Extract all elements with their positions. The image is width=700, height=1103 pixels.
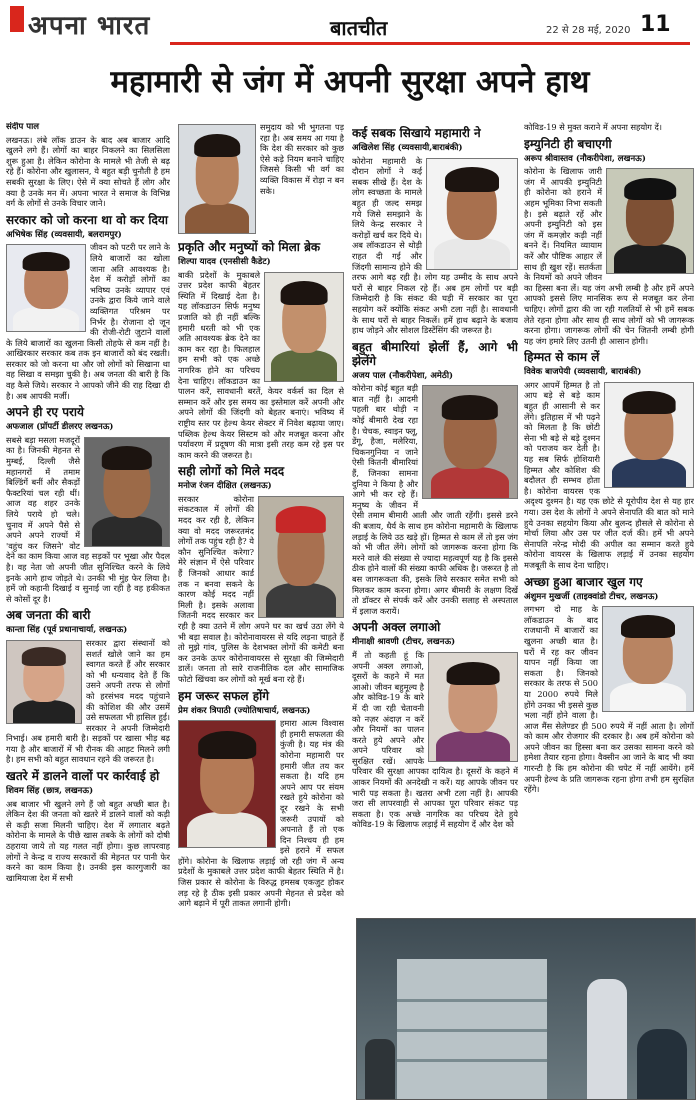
column-2 bbox=[178, 122, 344, 1097]
section-byline: कान्ता सिंह (पूर्व प्रधानाचार्या, लखनऊ) bbox=[6, 625, 128, 636]
masthead-mark bbox=[10, 6, 24, 32]
section-byline: शिल्पा यादव (एनसीसी कैडेट) bbox=[178, 257, 271, 267]
section-byline: विवेक बाजपेयी (व्यवसायी, बाराबंकी) bbox=[524, 367, 642, 378]
section-byline: प्रेम शंकर त्रिपाठी (ज्योतिषाचार्य, लखनऊ) bbox=[178, 705, 311, 716]
section-heading: इम्युनिटी ही बचाएगी bbox=[524, 136, 612, 151]
person-photo bbox=[428, 652, 518, 762]
section-text: कोरोना महामारी के दौरान लोगों ने कई सबक सीखे हैं। देश के लोग स्वच्छता के मामले बहुत ही जल्द समझ गये जिसे समझाने के लिये केन्द्र सरकार ने करोड़ों खर्च कर दिये थे। अब लॉकडाउन से थोड़ी राहत दी गई और जिंदगी सामान्य होने की तरफ आगे बढ़ रही है। लोग यह उम्मीद के साथ अपने घरों से बाहर निकल रहे हैं। अब हम लोगों पर बड़ी जिम्मेदारी है कि संकट की घड़ी में सरकार का पूरा सहयोग करें क्योंकि संकट अभी टला नहीं है। सावधानी के साथ घरों से बाहर निकलें। हमें हाथ बढ़ाने के बजाय हाथ जोड़ने और सोशल डिस्टेंसिंग की जरूरत है। bbox=[352, 155, 518, 336]
column-3 bbox=[352, 122, 518, 912]
page-number: 11 bbox=[640, 12, 671, 37]
section-text: समुदाय को भी भुगतना पड़ रहा है। अब समय आ गया है कि देश की सरकार को कुछ ऐसे कड़े नियम बनाने चाहिए जिससे किसी भी वर्ग का व्यक्ति विकास में रोड़ा न बन सके। bbox=[260, 122, 344, 196]
issue-date: 22 से 28 मई, 2020 bbox=[546, 25, 631, 36]
section-text: कोविड-19 से मुक्त कराने में अपना सहयोग दें। bbox=[524, 122, 662, 132]
section-text: अब बाजार भी खुलने लगे हैं जो बहुत अच्छी बात है। लेकिन देश की जनता को खतरे में डालने वालों को कड़ी से कड़ी सजा मिलनी चाहिए। देश में लगातार बढ़ते कोरोना के मामले के पीछे खास तबके के लोगों को दोषी ठहराया जाये तो यह गलत नहीं होगा। कुछ लापरवाह लोगों ने केन्द्र व राज्य सरकारों की मेहनत पर पानी फेर करने का काम किया है। उनकी इस कारगुजारी का खामियाजा देश में सभी bbox=[6, 798, 170, 883]
section-text: कोरोना के खिलाफ जारी जंग में आपकी इम्युनिटी ही कोरोना को हराने में अहम भूमिका निभा सकती है। इसे बढ़ाते रहें और अपनी इम्युनिटी को इस जंग में कमज़ोर कड़ी नहीं बनने दें। नियमित व्यायाम करें और पौष्टिक आहार लें साथ ही खुश रहें। सतर्कता के नियमों को अपने जीवन का हिस्सा बना लें। यह जंग अभी लम्बी है और हमें अपने आपको इससे लिए मानसिक रूप से मजबूत कर लेना चाहिए। लोगों द्वारा की जा रही गलतियों से भी हमें सबक लेते रहना होगा और साथ ही साथ लोगों को भी जागरूक करना होगा। जागरूक लोगों की चेन जितनी लम्बी होगी यह जंग हमारे लिए उतनी ही आसान होगी। bbox=[524, 166, 694, 346]
section-text: जीवन को पटरी पर लाने के लिये बाजारों का खोला जाना अति आवश्यक है। देश में करोड़ों लोगों का भविष्य उनके व्यापार एवं उनके द्वारा किये जाने वाले व्यक्तिगत परिश्रम पर निर्भर है। रोजाना दो जून की रोजी-रोटी जुटाने वालों के लिये बाजारों का खुलना किसी तोहफे से कम नहीं है। आखिरकार सरकार कब तक इन बाजारों को बंद रखती। सरकार को जो करना था और जो लोगों को सिखाना था वह सिखा व समझा चुकी है। अब जनता की बारी है कि वह कैसे जिये। सरकार ने आपको जीने की राह दिखा दी है। अब आपकी मर्जी। bbox=[6, 242, 170, 401]
customer-figure bbox=[365, 1039, 395, 1099]
section-heading: खतरे में डालने वालों पर कार्रवाई हो bbox=[6, 769, 160, 784]
person-photo bbox=[606, 168, 694, 274]
person-photo bbox=[258, 496, 344, 618]
section-byline: अभिषेक सिंह (व्यवसायी, बलरामपुर) bbox=[6, 229, 122, 240]
person-photo bbox=[264, 272, 344, 382]
section-heading: कई सबक सिखाये महामारी ने bbox=[352, 126, 481, 140]
section-heading: सही लोगों को मिले मदद bbox=[178, 464, 285, 479]
person-photo bbox=[422, 385, 518, 499]
person-photo bbox=[6, 244, 86, 332]
section-text: सरकार कोरोना संकटकाल में लोगों की मदद कर रही है, लेकिन क्या वो मदद जरूरतमंद लोगों तक पहुंच रही है? ये कौन सुनिश्चित करेगा? मेरे संज्ञान में ऐसे परिवार हैं जिनको आधार कार्ड तक न बनवा सकने के कारण कोई मदद नहीं मिली है। इसके अलावा जितनी मदद सरकार कर रही है क्या उतने में लोग अपने घर का खर्च उठा लेंगे ये भी बड़ा सवाल है। कोरोनावायरस से यदि लड़ना चाहते हैं तो मुझे गांव, पुलिस के देशभक्त लोगों की कमेटी बना कर उनके ऊपर कोरोनावायरस से सुरक्षा की जिम्मेदारी डालें। जनता तो सारे राजनीतिक दल और सामाजिक फोटो खिंचवा कर लोगों को मूर्ख बना रहे हैं। bbox=[178, 493, 344, 684]
section-byline: शिवम सिंह (छात्र, लखनऊ) bbox=[6, 786, 94, 797]
section-heading: अच्छा हुआ बाजार खुल गए bbox=[524, 574, 643, 589]
section-text: कोरोना कोई बहुत बड़ी बात नहीं है। आदमी पहली बार थोड़ी न कोई बीमारी देख रहा है। चेचक, स्वाइन फ्लू, डेंगू, हैजा, मलेरिया, चिकनगुनिया न जाने ऐसी कितनी बीमारियां हैं, जिनका सामना दुनिया ने किया है और आगे भी कर रहे हैं। मनुष्य के जीवन में ऐसी तमाम बीमारी आती और जाती रहेंगी। इससे डरने की बजाय, धैर्य के साथ हम कोरोना महामारी के खिलाफ लड़ाई के लिये उठ खड़े हों। हिम्मत से काम लें तो इस जंग को भी जीत लेंगे। लोगों को जागरूक करना होगा कि मरने वाले की संख्या से ज्यादा महत्वपूर्ण यह है कि इससे ठीक होने वालों की संख्या काफी अधिक है। जरूरत है तो बस जागरूकता की, इसके लिये सरकार समेत सभी को मिलकर काम करना होगा। अगर बीमारी के लक्षण दिखें तो डॉक्टर से संपर्क करें और उनकी सलाह से अस्पताल में इलाज करायें। bbox=[352, 383, 518, 616]
scooter bbox=[637, 1029, 687, 1099]
section-byline: अफजाल (प्रॉपर्टी डीलरए लखनऊ) bbox=[6, 422, 114, 433]
header-rule bbox=[170, 42, 690, 45]
section-heading: हिम्मत से काम लें bbox=[524, 350, 600, 365]
column-4 bbox=[524, 122, 694, 912]
section-byline: अखिलेश सिंह (व्यवसायी,बाराबंकी) bbox=[352, 143, 463, 153]
section-byline: अंशुमन मुखर्जी (ताइक्वांडो टीचर, लखनऊ) bbox=[524, 591, 659, 602]
person-photo bbox=[602, 606, 694, 712]
section-heading: अपनी अक्ल लगाओ bbox=[352, 620, 441, 635]
person-photo bbox=[84, 437, 170, 547]
reporter-byline: संदीप पाल bbox=[6, 122, 40, 132]
section-heading: अपने ही रए पराये bbox=[6, 405, 84, 420]
section-text: हमारा आत्म विश्वास ही हमारी सफलता की कुंजी है। यह मंत्र की कोरोना महामारी पर हमारी जीत तय कर सकता है। यदि हम अपने आप पर संयम रखते हुये कोरोना को दूर रखने के सभी जरूरी उपायों को अपनाते हैं तो एक दिन निश्चय ही हम इसे हराने में सफल होंगे। कोरोना के खिलाफ लड़ाई जो रही जंग में अन्य प्रदेशों के मुकाबले उत्तर प्रदेश काफी बेहतर स्थिति में है। जिस प्रकार से कोरोना के विरुद्ध हमसब एकजुट होकर लड़ रहे है ठीक इसी प्रकार अपनी मेहनत से प्रदेश को आगे बढ़ाने में पूरी ताकत लगानी होगी। bbox=[178, 718, 344, 909]
person-photo bbox=[6, 640, 82, 724]
masthead bbox=[10, 6, 150, 42]
person-photo bbox=[178, 124, 256, 234]
section-text: सरकार द्वारा संस्थानों को सशर्त खोले जाने का हम स्वागत करते हैं और सरकार को भी धन्यवाद देते हैं कि उसने अपनी तरफ से लोगों को हरसंभव मदद पहुंचाने की कोशिश की और उसमें उसे सफलता भी हासिल हुई। सरकार ने अपनी जिम्मेदारी निभाई। अब हमारी बारी है। सड़कों पर खासा भीड़ बढ़ गया है और बाजारों में भी रौनक की आहट मिलने लगी है। हम सभी को बहुत सावधान रहने की जरूरत है। bbox=[6, 637, 170, 765]
masthead-title: अपना भारत bbox=[28, 11, 151, 41]
section-byline: मनोज रंजन दीक्षित (लखनऊ) bbox=[178, 481, 272, 492]
column-1 bbox=[6, 122, 170, 1097]
shop-shelf bbox=[397, 999, 547, 1002]
shop-shelf bbox=[397, 1059, 547, 1062]
section-title: बातचीत bbox=[330, 16, 388, 40]
section-byline: अरूप श्रीवास्तव (नौकरीपेशा, लखनऊ) bbox=[524, 153, 646, 164]
person-photo bbox=[426, 158, 518, 270]
section-text: अगर आपमें हिम्मत है तो आप बड़े से बड़े काम बहुत ही आसानी से कर लेंगे। इतिहास में भी पढ़ने को मिलता है कि छोटी सेना भी बड़े से बड़े दुश्मन को पराजय कर देती है। यह सब सिर्फ होशियारी हिम्मत और कोशिश की बदौलत ही सम्भव होता है। कोरोना वायरस एक अदृश्य दुश्मन है। यह एक छोटे से यूरोपीय देश से यह हार गया। उस देश के लोगों ने अपने सेनापति की बात को माने हुये उनका सहयोग किया और बुलन्द हौसले से कोरोना से मोर्चा लिया और उस पर जीत दर्ज की। हमें भी अपने सेनापति नरेन्द्र मोदी की अपील का सम्मान करते हुये कोरोना वायरस के खिलाफ लड़ाई में उनका सहयोग मजबूती के साथ देना चाहिए। bbox=[524, 379, 694, 570]
section-text: मैं तो कहती हूं कि अपनी अक्ल लगाओ, दूसरों के कहने में मत आओ। जीवन बहुमूल्य है और कोविड-19 के बारे में दी जा रही चेतावनी को नज़र अंदाज़ न करें और नियमों का पालन करते हुये अपने और अपने परिवार को सुरक्षित रखें। आपके परिवार की सुरक्षा आपका दायित्व है। दूसरों के कहने में आकर नियमों की अनदेखी न करें। यह आपके जीवन पर भारी पड़ सकता है। खतरा अभी टला नहीं है। आपकी जरा सी लापरवाही से आपका पूरा परिवार संकट पड़ सकता है। एक अच्छे नागरिक का परिचय देते हुये कोविड-19 के खिलाफ लड़ाई में सहयोग दें और देश को bbox=[352, 649, 518, 830]
section-heading: अब जनता की बारी bbox=[6, 608, 91, 623]
section-heading: हम जरूर सफल होंगे bbox=[178, 688, 269, 703]
page-header bbox=[0, 0, 700, 56]
section-heading: सरकार को जो करना था वो कर दिया bbox=[6, 212, 168, 227]
main-headline: महामारी से जंग में अपनी सुरक्षा अपने हाथ bbox=[110, 64, 590, 100]
section-byline: अजय पाल (नौकरीपेशा, अमेठी) bbox=[352, 370, 454, 381]
market-photo bbox=[356, 918, 696, 1100]
person-photo bbox=[178, 720, 276, 848]
section-byline: मीनाक्षी श्रावणी (टीचर, लखनऊ) bbox=[352, 637, 456, 648]
section-text: सबसे बड़ा मसला मजदूरों का है। जिनकी मेहनत से मुम्बई, दिल्ली जैसे महानगरों में तमाम बिल्डिंगें बनीं और सैकड़ों फैक्टरियां चल रही थीं। आज वह शहर उनके लिये पराये हो चले। चुनाव में अपने पैसे से अपने अपने राज्यों में 'वहुंच कर जिसने' वोट देने का काम किया आज वह सड़कों पर भूखा और पैदल है। वह नेता जो अपनी जीत सुनिश्चित करने के लिये इनके आगे हाथ जोड़ते थे। उनकी भी मुंह फेर लिया है। हमें जो कहानी दिखाई व सुनाई जा रही है वह हकीकत से कोसों दूर है। bbox=[6, 434, 170, 604]
section-heading: प्रकृति और मनुष्यों को मिला ब्रेक bbox=[178, 240, 321, 254]
section-text: लगभग दो माह के लॉकडाउन के बाद राजधानी में बाजारों का खुलना अच्छी बात है। घरों में रह कर जीवन यापन नहीं किया जा सकता है। जिनको सरकार के तरफ से 500 या 2000 रुपये मिले होंगे उनका भी इससे कुछ भला नहीं होने वाला है। आज मैंस सेलेण्डर ही 500 रुपये में नहीं आता है। लोगों को काम और रोजगार की दरकार है। अब हमें कोरोना को अपने जीवन का हिस्सा बना कर उसका सामना करने को हमेशा तैयार रहना होगा। वैक्सीन आ जाने के बाद भी क्या गारन्टी है कि हम कोरोना की चपेट में नहीं आयेंगे। हमें अपनी हेल्थ के प्रति जागरूक रहना होगा तभी हम सुरक्षित रहेंगे। bbox=[524, 604, 694, 795]
section-heading: बहुत बीमारियां झेलीं हैं, आगे भी झेलेंगे bbox=[352, 339, 518, 368]
customer-figure bbox=[587, 979, 627, 1099]
person-photo bbox=[604, 382, 694, 488]
intro-text: लखनऊ। लंबे लॉक डाउन के बाद अब बाजार आदि खुलने लगे हैं। लोगों का बाहर निकलने का सिलसिला शुरू हुआ है। लेकिन कोरोना के मामले भी तेजी से बढ़ रहे हैं। कोरोना और खुलासन, ये बहुत बड़ी चुनौती है हम सबकी सुरक्षा के लिए। ऐसे में क्या सोचते हैं लोग और क्या है उनके मन में। अपना भारत ने समाज के विभिन्न वर्ग के लोगों से उनके विचार जाने। bbox=[6, 134, 170, 209]
shop-shelf bbox=[397, 1029, 547, 1032]
section-text: बाकी प्रदेशों के मुकाबले उत्तर प्रदेश काफी बेहतर स्थिति में दिखाई देता है। यह लॉकडाउन सिर्फ मनुष्य प्रजाति को ही नहीं बल्कि हमारी धरती को भी एक अति आवश्यक ब्रेक देने का काम कर रहा है। फिलहाल हम सभी को एक अच्छे नागरिक होने का परिचय देना चाहिए। लॉकडाउन का पालन करें, सावधानी बरतें, केयर वर्कर्स का दिल से सम्मान करें और इस समय का इस्तेमाल करें अपनी और अपने लोगों की जिंदगी को बेहतर बनाएं। भविष्य में राष्ट्रीय स्तर पर हेल्थ केयर सेक्टर में निवेश बढ़ाया जाए। पब्लिक हेल्थ केयर सिस्टम को और मजबूत करना और पर्यावरण में प्रदूषण की मात्रा इसी तरह कम रहे इस पर काम करने की जरूरत है। bbox=[178, 269, 344, 460]
